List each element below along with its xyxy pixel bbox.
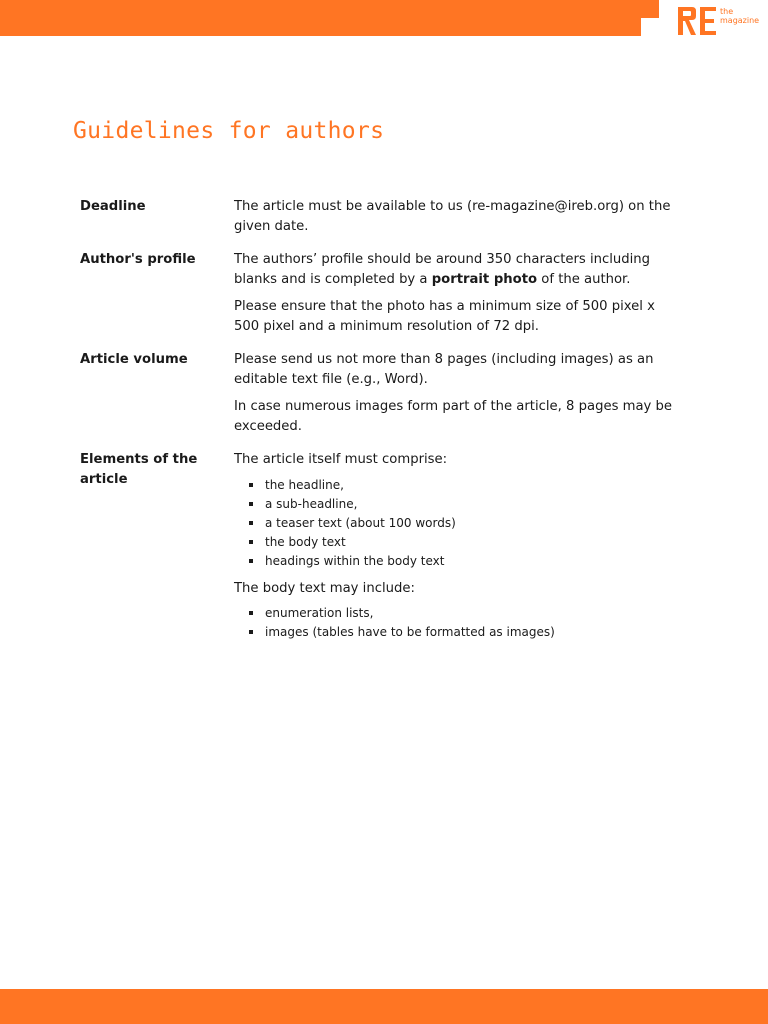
header-bar: [0, 0, 641, 36]
header-bar-notch: [641, 0, 659, 18]
guidelines-table: [80, 197, 680, 650]
list-item: a sub-headline,: [247, 495, 674, 514]
required-elements-list: [234, 476, 674, 571]
list-item: a teaser text (about 100 words): [247, 514, 674, 533]
logo-letter-e: [699, 6, 717, 36]
row-content: [234, 350, 674, 436]
logo-text-the: the: [720, 7, 734, 16]
deadline-text: The article must be available to us (re-magazine@ireb.org) on the given date.: [234, 199, 671, 234]
logo-text-magazine: magazine: [720, 16, 760, 25]
row-deadline: [80, 197, 680, 236]
list-item: headings within the body text: [247, 552, 674, 571]
row-article-volume: [80, 350, 680, 436]
list-item: images (tables have to be formatted as images): [247, 623, 674, 642]
logo-wordmark: [720, 7, 759, 25]
row-authors-profile: [80, 250, 680, 336]
row-label: Article volume: [80, 352, 188, 367]
body-text-intro: The body text may include:: [234, 580, 415, 596]
list-item: the headline,: [247, 476, 674, 495]
photo-requirements-text: Please ensure that the photo has a minimum size of 500 pixel x 500 pixel and a minimum resolution of 72 dpi.: [234, 299, 655, 334]
profile-text-part2: of the author.: [537, 271, 631, 287]
volume-exception-text: In case numerous images form part of the article, 8 pages may be exceeded.: [234, 399, 673, 434]
page-title: Guidelines for authors: [73, 118, 385, 144]
row-content: [234, 250, 674, 336]
list-item: the body text: [247, 533, 674, 552]
magazine-logo: [677, 6, 768, 36]
re-logo-mark: [677, 6, 717, 36]
elements-intro: The article itself must comprise:: [234, 452, 448, 467]
row-content: [234, 197, 674, 236]
row-label: Author's profile: [80, 252, 196, 267]
optional-elements-list: [234, 604, 674, 642]
list-item: enumeration lists,: [247, 604, 674, 623]
row-content: [234, 450, 674, 650]
row-label: Deadline: [80, 199, 146, 214]
row-article-elements: [80, 450, 680, 650]
footer-bar: [0, 989, 768, 1024]
portrait-photo-emphasis: portrait photo: [431, 271, 538, 287]
volume-text: Please send us not more than 8 pages (including images) as an editable text file (e.g., Word).: [234, 352, 654, 387]
row-label: Elements of the article: [80, 452, 198, 487]
profile-text-part1: The authors’ profile should be around 350 characters including blanks and is completed by a: [234, 252, 651, 287]
logo-letter-r: [677, 6, 697, 36]
profile-text: [234, 250, 674, 289]
